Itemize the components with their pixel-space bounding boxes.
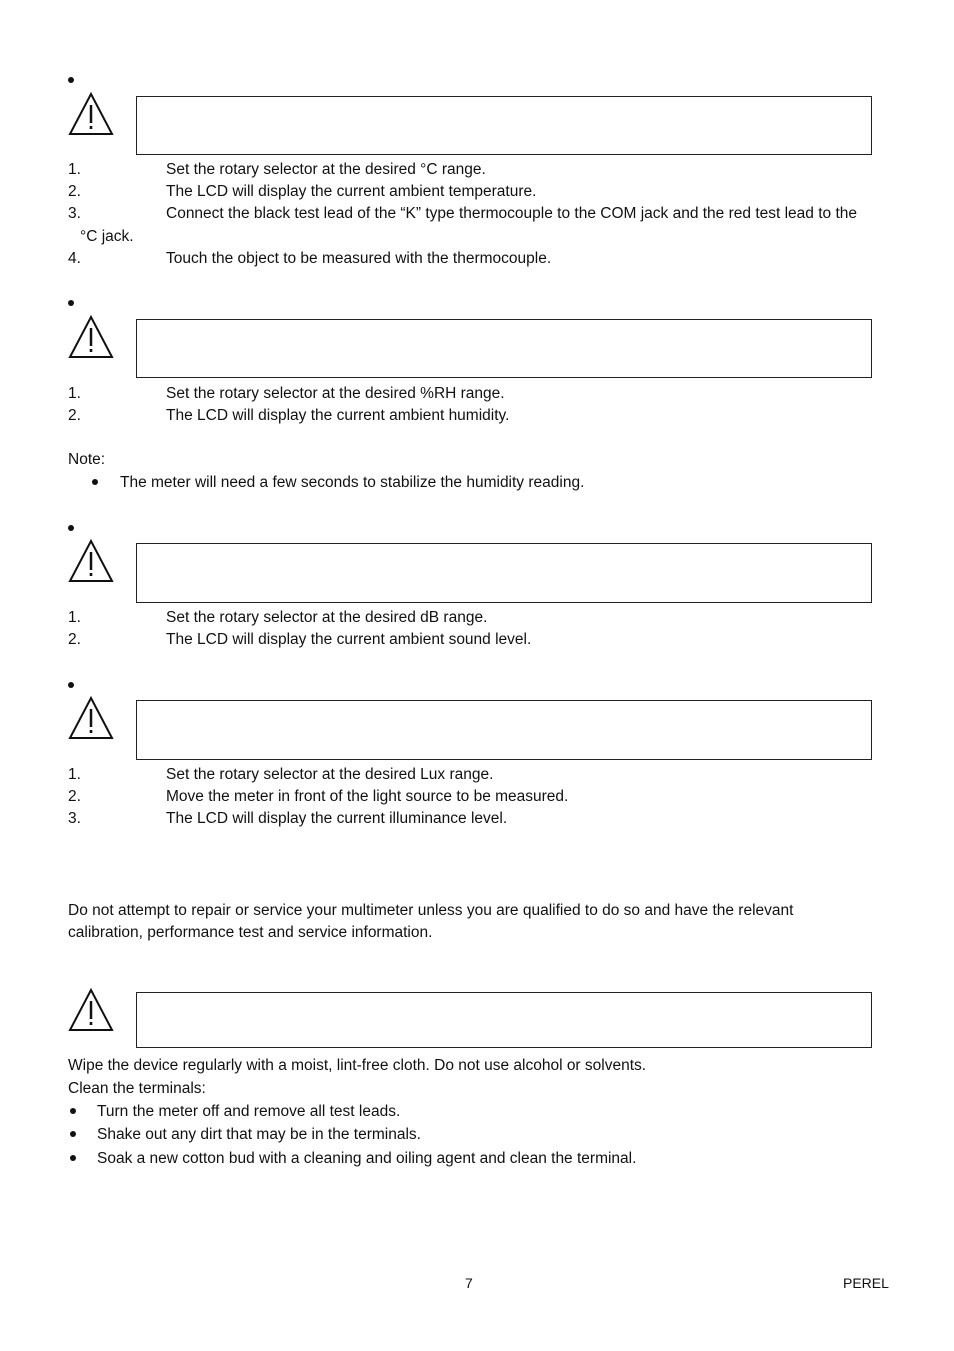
list-bullet bbox=[70, 1155, 76, 1161]
step-number: 2. bbox=[68, 788, 81, 805]
step-text: The LCD will display the current ambient humidity. bbox=[166, 407, 510, 424]
list-bullet bbox=[92, 479, 98, 485]
section-bullet bbox=[68, 525, 74, 531]
step-text: Set the rotary selector at the desired Lux range. bbox=[166, 766, 494, 783]
step-number: 2. bbox=[68, 407, 81, 424]
step-text: The LCD will display the current illuminance level. bbox=[166, 810, 508, 827]
warning-triangle-icon bbox=[68, 696, 114, 740]
step-number: 1. bbox=[68, 766, 81, 783]
list-bullet bbox=[70, 1131, 76, 1137]
step-number: 4. bbox=[68, 250, 81, 267]
step-text: Set the rotary selector at the desired dB range. bbox=[166, 609, 488, 626]
brand-label: PEREL bbox=[843, 1275, 889, 1291]
warning-box bbox=[136, 543, 872, 603]
cleaning-item: Soak a new cotton bud with a cleaning and oiling agent and clean the terminal. bbox=[97, 1150, 637, 1167]
warning-box bbox=[136, 319, 872, 378]
maintenance-text: calibration, performance test and service information. bbox=[68, 924, 433, 941]
step-number: 2. bbox=[68, 631, 81, 648]
warning-triangle-icon bbox=[68, 92, 114, 136]
warning-box bbox=[136, 700, 872, 760]
step-text-continuation: °C jack. bbox=[80, 228, 134, 245]
step-text: Set the rotary selector at the desired %RH range. bbox=[166, 385, 505, 402]
step-text: Connect the black test lead of the “K” type thermocouple to the COM jack and the red test lead to the bbox=[166, 205, 857, 222]
step-number: 3. bbox=[68, 205, 81, 222]
warning-box bbox=[136, 992, 872, 1048]
step-number: 1. bbox=[68, 385, 81, 402]
cleaning-item: Turn the meter off and remove all test leads. bbox=[97, 1103, 401, 1120]
step-number: 1. bbox=[68, 161, 81, 178]
warning-box bbox=[136, 96, 872, 155]
section-bullet bbox=[68, 682, 74, 688]
warning-triangle-icon bbox=[68, 988, 114, 1032]
step-text: The LCD will display the current ambient temperature. bbox=[166, 183, 537, 200]
warning-triangle-icon bbox=[68, 539, 114, 583]
warning-triangle-icon bbox=[68, 315, 114, 359]
note-item: The meter will need a few seconds to stabilize the humidity reading. bbox=[120, 474, 585, 491]
step-text: Move the meter in front of the light source to be measured. bbox=[166, 788, 569, 805]
list-bullet bbox=[70, 1108, 76, 1114]
cleaning-text: Wipe the device regularly with a moist, lint-free cloth. Do not use alcohol or solvents. bbox=[68, 1057, 647, 1074]
section-bullet bbox=[68, 300, 74, 306]
cleaning-item: Shake out any dirt that may be in the terminals. bbox=[97, 1126, 421, 1143]
note-label: Note: bbox=[68, 451, 106, 468]
page-number: 7 bbox=[465, 1275, 473, 1291]
cleaning-text: Clean the terminals: bbox=[68, 1080, 206, 1097]
maintenance-text: Do not attempt to repair or service your multimeter unless you are qualified to do so and have the relevant bbox=[68, 902, 794, 919]
step-number: 2. bbox=[68, 183, 81, 200]
section-bullet bbox=[68, 77, 74, 83]
step-text: Set the rotary selector at the desired °C range. bbox=[166, 161, 486, 178]
step-text: The LCD will display the current ambient sound level. bbox=[166, 631, 532, 648]
step-number: 1. bbox=[68, 609, 81, 626]
step-text: Touch the object to be measured with the thermocouple. bbox=[166, 250, 552, 267]
step-number: 3. bbox=[68, 810, 81, 827]
